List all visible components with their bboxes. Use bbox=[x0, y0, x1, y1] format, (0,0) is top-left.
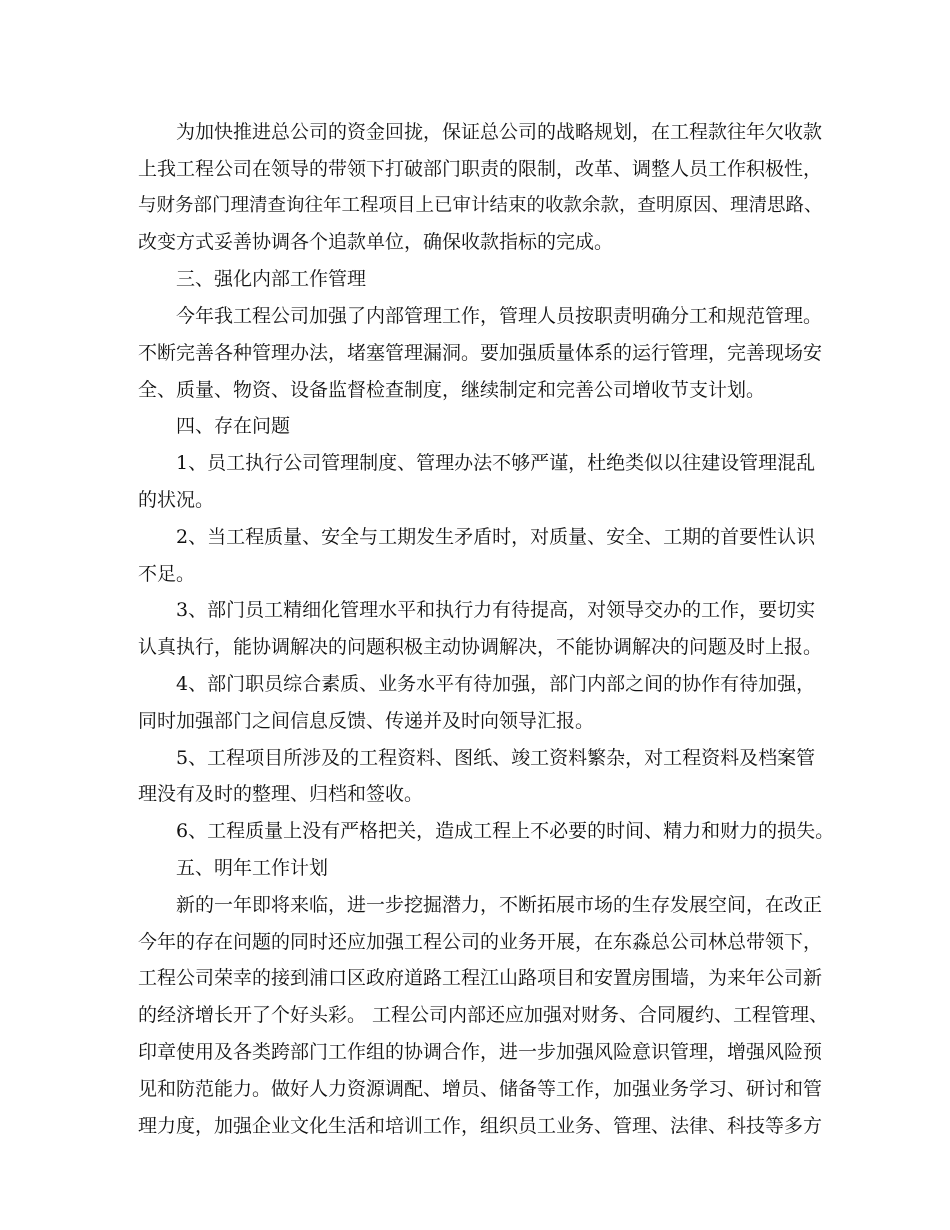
list-item-line: 4、部门职员综合素质、业务水平有待加强，部门内部之间的协作有待加强， bbox=[176, 672, 816, 695]
section-heading: 五、明年工作计划 bbox=[176, 856, 329, 879]
text-line: 工程公司荣幸的接到浦口区政府道路工程江山路项目和安置房围墙，为来年公司新 bbox=[138, 967, 823, 990]
list-item-line: 同时加强部门之间信息反馈、传递并及时向领导汇报。 bbox=[138, 709, 595, 732]
list-item-line: 3、部门员工精细化管理水平和执行力有待提高，对领导交办的工作，要切实 bbox=[176, 599, 816, 622]
list-item-line: 5、工程项目所涉及的工程资料、图纸、竣工资料繁杂，对工程资料及档案管 bbox=[176, 746, 816, 769]
section-heading: 三、强化内部工作管理 bbox=[176, 268, 367, 291]
text-line: 上我工程公司在领导的带领下打破部门职责的限制，改革、调整人员工作积极性， bbox=[138, 157, 823, 180]
text-line: 的经济增长开了个好头彩。 工程公司内部还应加强对财务、合同履约、工程管理、 bbox=[138, 1004, 829, 1027]
text-line: 改变方式妥善协调各个追款单位，确保收款指标的完成。 bbox=[138, 231, 614, 254]
text-line: 不断完善各种管理办法，堵塞管理漏洞。要加强质量体系的运行管理，完善现场安 bbox=[138, 341, 823, 364]
text-line: 与财务部门理清查询往年工程项目上已审计结束的收款余款，查明原因、理清思路、 bbox=[138, 194, 823, 216]
text-line: 今年我工程公司加强了内部管理工作，管理人员按职责明确分工和规范管理。 bbox=[176, 304, 823, 327]
list-item-line: 认真执行，能协调解决的问题积极主动协调解决，不能协调解决的问题及时上报。 bbox=[138, 636, 823, 659]
text-line: 今年的存在问题的同时还应加强工程公司的业务开展，在东淼总公司林总带领下， bbox=[138, 930, 823, 953]
text-line: 理力度，加强企业文化生活和培训工作，组织员工业务、管理、法律、科技等多方 bbox=[138, 1114, 823, 1137]
text-line: 新的一年即将来临，进一步挖掘潜力，不断拓展市场的生存发展空间，在改正 bbox=[176, 893, 823, 916]
text-line: 全、质量、物资、设备监督检查制度，继续制定和完善公司增收节支计划。 bbox=[138, 378, 766, 401]
document-page bbox=[138, 114, 835, 1144]
list-item-line: 2、当工程质量、安全与工期发生矛盾时，对质量、安全、工期的首要性认识 bbox=[176, 525, 816, 548]
text-line: 为加快推进总公司的资金回拢，保证总公司的战略规划，在工程款往年欠收款 bbox=[176, 121, 823, 143]
list-item-line: 理没有及时的整理、归档和签收。 bbox=[138, 783, 424, 806]
list-item-line: 6、工程质量上没有严格把关，造成工程上不必要的时间、精力和财力的损失。 bbox=[176, 820, 835, 843]
section-heading: 四、存在问题 bbox=[176, 415, 291, 438]
list-item-line: 1、员工执行公司管理制度、管理办法不够严谨，杜绝类似以往建设管理混乱 bbox=[176, 452, 816, 475]
list-item-line: 的状况。 bbox=[138, 488, 215, 511]
list-item-line: 不足。 bbox=[138, 562, 196, 585]
text-line: 见和防范能力。做好人力资源调配、增员、储备等工作，加强业务学习、研讨和管 bbox=[138, 1077, 823, 1100]
text-line: 印章使用及各类跨部门工作组的协调合作，进一步加强风险意识管理，增强风险预 bbox=[138, 1040, 823, 1063]
